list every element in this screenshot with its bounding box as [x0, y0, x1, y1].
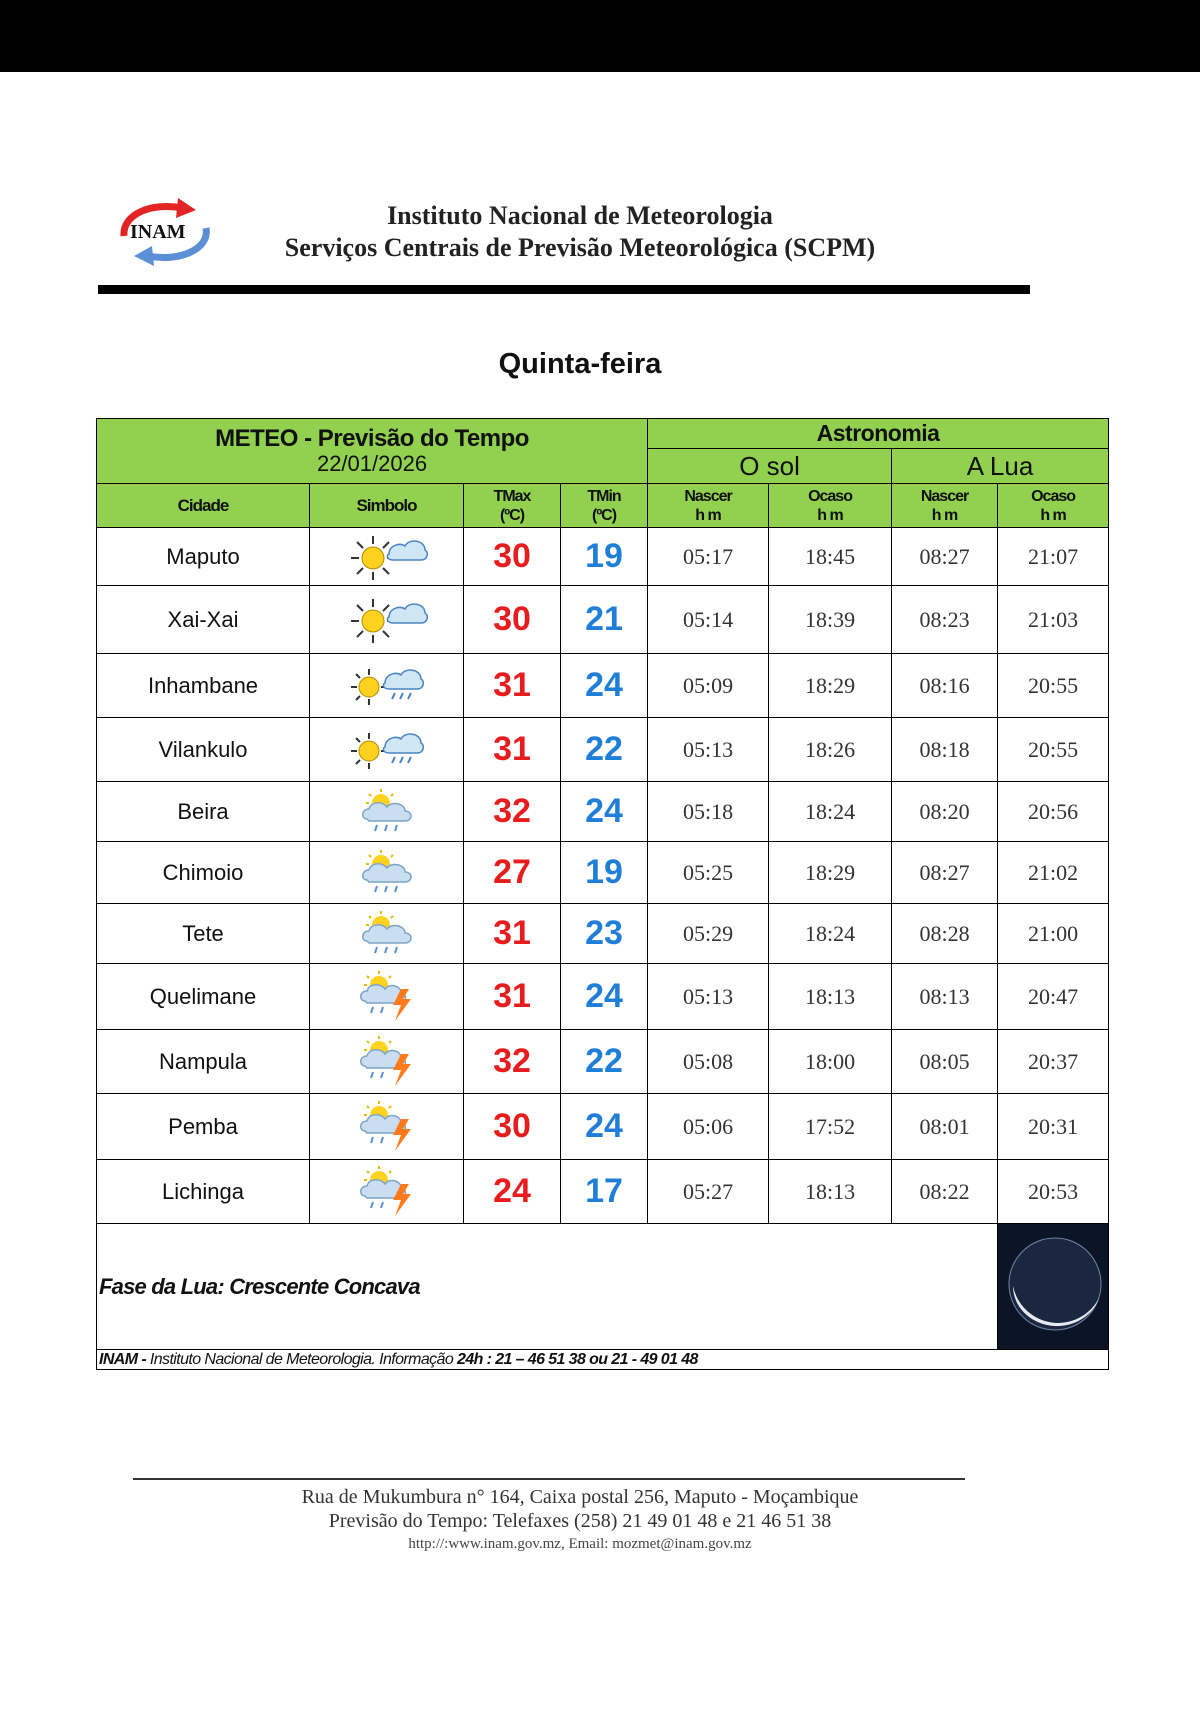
thunderstorm-showers-icon — [310, 1094, 464, 1160]
moon-set-time: 20:37 — [998, 1030, 1109, 1094]
city-name: Quelimane — [97, 964, 310, 1030]
city-name: Nampula — [97, 1030, 310, 1094]
day-title: Quinta-feira — [498, 348, 662, 380]
tmax-value: 32 — [464, 1030, 561, 1094]
tmin-value: 24 — [561, 1094, 648, 1160]
tmin-value: 19 — [561, 528, 648, 586]
tmin-value: 21 — [561, 586, 648, 654]
institute-name: Instituto Nacional de Meteorologia — [387, 201, 773, 230]
sun-cloud-icon — [310, 528, 464, 586]
sun-set-time: 18:24 — [769, 904, 892, 964]
partly-cloudy-showers-icon — [310, 842, 464, 904]
moon-rise-time: 08:05 — [892, 1030, 998, 1094]
phone-line: Previsão do Tempo: Telefaxes (258) 21 49 01 48 e 21 46 51 38 — [328, 1510, 832, 1532]
city-name: Chimoio — [97, 842, 310, 904]
city-name: Xai-Xai — [97, 586, 310, 654]
sun-rain-cloud-icon — [310, 654, 464, 718]
city-name: Maputo — [97, 528, 310, 586]
moon-set-time: 20:55 — [998, 718, 1109, 782]
moon-header: A Lua — [892, 449, 1109, 484]
col-tmin: TMin (ºC) — [561, 484, 648, 528]
tmax-value: 24 — [464, 1160, 561, 1224]
sun-set-time: 18:39 — [769, 586, 892, 654]
moon-set-time: 21:07 — [998, 528, 1109, 586]
sun-set-time: 18:26 — [769, 718, 892, 782]
inam-logo — [112, 196, 218, 268]
moon-rise-time: 08:13 — [892, 964, 998, 1030]
moon-set-time: 20:55 — [998, 654, 1109, 718]
sun-rise-time: 05:29 — [648, 904, 769, 964]
tmin-value: 19 — [561, 842, 648, 904]
moon-rise-time: 08:20 — [892, 782, 998, 842]
forecast-date: 22/01/2026 — [316, 451, 428, 476]
sun-rain-cloud-icon — [310, 718, 464, 782]
table-row — [97, 964, 1109, 1030]
tmax-value: 31 — [464, 718, 561, 782]
col-sun-ocaso: Ocaso h m — [769, 484, 892, 528]
moon-rise-time: 08:18 — [892, 718, 998, 782]
tmin-value: 22 — [561, 718, 648, 782]
sun-header: O sol — [648, 449, 892, 484]
tmax-value: 30 — [464, 528, 561, 586]
tmax-value: 32 — [464, 782, 561, 842]
sun-set-time: 18:29 — [769, 842, 892, 904]
thunderstorm-showers-icon — [310, 964, 464, 1030]
table-row — [97, 1094, 1109, 1160]
city-name: Tete — [97, 904, 310, 964]
col-moon-nascer: Nascer h m — [892, 484, 998, 528]
tmax-value: 31 — [464, 904, 561, 964]
web-email-line: http://:www.inam.gov.mz, Email: mozmet@inam.gov.mz — [408, 1536, 752, 1552]
tmin-value: 22 — [561, 1030, 648, 1094]
sun-set-time: 18:13 — [769, 1160, 892, 1224]
moon-set-time: 21:03 — [998, 586, 1109, 654]
address-line: Rua de Mukumbura n° 164, Caixa postal 256, Maputo - Moçambique — [301, 1486, 859, 1508]
institute-header — [230, 200, 930, 264]
moon-rise-time: 08:28 — [892, 904, 998, 964]
city-name: Beira — [97, 782, 310, 842]
table-row — [97, 1030, 1109, 1094]
partly-cloudy-showers-icon — [310, 904, 464, 964]
partly-cloudy-showers-icon — [310, 782, 464, 842]
tmax-value: 30 — [464, 1094, 561, 1160]
moon-rise-time: 08:01 — [892, 1094, 998, 1160]
col-sun-nascer: Nascer h m — [648, 484, 769, 528]
sun-rise-time: 05:18 — [648, 782, 769, 842]
thunderstorm-showers-icon — [310, 1030, 464, 1094]
city-name: Vilankulo — [97, 718, 310, 782]
meteo-header — [97, 419, 648, 484]
moon-image — [998, 1224, 1109, 1350]
tmax-value: 27 — [464, 842, 561, 904]
table-row — [97, 1160, 1109, 1224]
top-black-bar — [0, 0, 1200, 72]
table-row — [97, 782, 1109, 842]
city-name: Lichinga — [97, 1160, 310, 1224]
moon-set-time: 20:53 — [998, 1160, 1109, 1224]
sun-set-time: 18:00 — [769, 1030, 892, 1094]
table-row — [97, 586, 1109, 654]
sun-set-time: 17:52 — [769, 1094, 892, 1160]
moon-rise-time: 08:27 — [892, 528, 998, 586]
moon-rise-time: 08:16 — [892, 654, 998, 718]
sun-rise-time: 05:17 — [648, 528, 769, 586]
thunderstorm-showers-icon — [310, 1160, 464, 1224]
tmin-value: 24 — [561, 964, 648, 1030]
sun-set-time: 18:13 — [769, 964, 892, 1030]
moon-set-time: 21:00 — [998, 904, 1109, 964]
col-moon-ocaso: Ocaso h m — [998, 484, 1109, 528]
sun-rise-time: 05:14 — [648, 586, 769, 654]
table-row — [97, 842, 1109, 904]
col-tmax: TMax (ºC) — [464, 484, 561, 528]
table-row — [97, 718, 1109, 782]
sun-rise-time: 05:08 — [648, 1030, 769, 1094]
tmin-value: 24 — [561, 654, 648, 718]
sun-cloud-icon — [310, 586, 464, 654]
sun-rise-time: 05:09 — [648, 654, 769, 718]
service-name: Serviços Centrais de Previsão Meteorológica (SCPM) — [284, 233, 876, 262]
tmin-value: 23 — [561, 904, 648, 964]
moon-rise-time: 08:27 — [892, 842, 998, 904]
city-name: Inhambane — [97, 654, 310, 718]
tmax-value: 30 — [464, 586, 561, 654]
sun-rise-time: 05:25 — [648, 842, 769, 904]
col-simbolo: Simbolo — [310, 484, 464, 528]
col-cidade: Cidade — [97, 484, 310, 528]
sun-set-time: 18:29 — [769, 654, 892, 718]
svg-text:INAM: INAM — [130, 221, 186, 243]
moon-set-time: 20:31 — [998, 1094, 1109, 1160]
forecast-table — [96, 418, 1109, 1370]
table-row — [97, 528, 1109, 586]
moon-rise-time: 08:23 — [892, 586, 998, 654]
tmax-value: 31 — [464, 964, 561, 1030]
tmin-value: 17 — [561, 1160, 648, 1224]
moon-set-time: 20:56 — [998, 782, 1109, 842]
moon-set-time: 20:47 — [998, 964, 1109, 1030]
moon-set-time: 21:02 — [998, 842, 1109, 904]
footer-note: INAM - Instituto Nacional de Meteorologia. Informação 24h : 21 – 46 51 38 ou 21 - 49 01 48 — [97, 1350, 1109, 1370]
sun-rise-time: 05:13 — [648, 964, 769, 1030]
city-name: Pemba — [97, 1094, 310, 1160]
header-divider — [98, 285, 1030, 294]
sun-rise-time: 05:27 — [648, 1160, 769, 1224]
tmax-value: 31 — [464, 654, 561, 718]
moon-phase-cell — [97, 1224, 998, 1350]
crescent-moon-icon — [999, 1224, 1107, 1344]
table-row — [97, 904, 1109, 964]
sun-rise-time: 05:13 — [648, 718, 769, 782]
table-row — [97, 654, 1109, 718]
sun-set-time: 18:45 — [769, 528, 892, 586]
astronomia-header: Astronomia — [648, 419, 1109, 449]
sun-rise-time: 05:06 — [648, 1094, 769, 1160]
address-divider — [133, 1478, 965, 1480]
tmin-value: 24 — [561, 782, 648, 842]
moon-rise-time: 08:22 — [892, 1160, 998, 1224]
sun-set-time: 18:24 — [769, 782, 892, 842]
meteo-title: METEO - Previsão do Tempo — [215, 425, 529, 452]
moon-phase: Fase da Lua: Crescente Concava — [99, 1273, 420, 1299]
